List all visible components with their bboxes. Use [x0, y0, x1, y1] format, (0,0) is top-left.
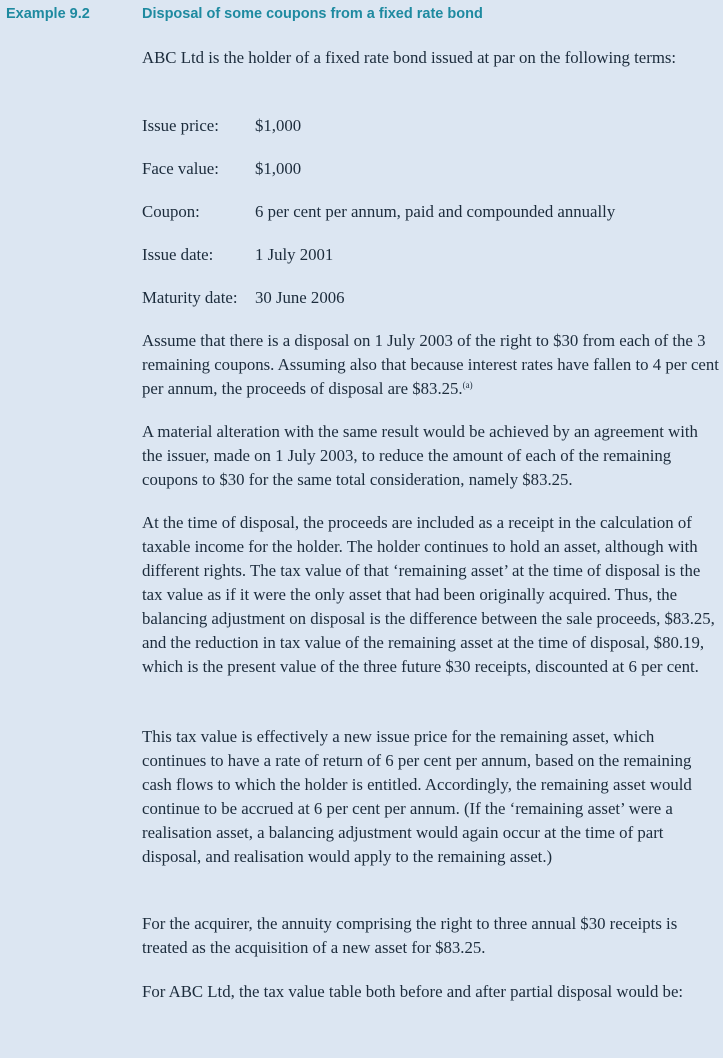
- abc-ltd-paragraph: For ABC Ltd, the tax value table both before and after partial disposal would be:: [142, 982, 684, 1001]
- term-label: Face value:: [142, 159, 219, 178]
- disposal-assumption-paragraph: [142, 329, 722, 401]
- term-value: 1 July 2001: [255, 245, 334, 264]
- term-value: 30 June 2006: [255, 288, 345, 307]
- term-label: Coupon:: [142, 202, 200, 221]
- term-issue-date: [142, 243, 333, 267]
- time-of-disposal-paragraph: At the time of disposal, the proceeds are included as a receipt in the calculation of taxable income for the holder. The holder continues to hold an asset, although with different rights. The tax value of that ‘remaining asset’ at the time of disposal is the tax value as if it were the only asset that had been originally acquired. Thus, the balancing adjustment on disposal is the difference between the sale proceeds, $83.25, and the reduction in tax value of the remaining asset at the time of disposal, $80.19, which is the present value of the three future $30 receipts, discounted at 6 per cent.: [142, 513, 715, 676]
- term-label: Issue date:: [142, 245, 214, 264]
- term-value: $1,000: [255, 159, 302, 178]
- acquirer-paragraph: For the acquirer, the annuity comprising the right to three annual $30 receipts is treated as the acquisition of a new asset for $83.25.: [142, 914, 678, 957]
- term-label: Issue price:: [142, 116, 219, 135]
- footnote-marker: (a): [462, 380, 473, 390]
- term-issue-price: [142, 114, 301, 138]
- paragraph-text: Assume that there is a disposal on 1 July 2003 of the right to $30 from each of the 3 remaining coupons. Assuming also that because interest rates have fallen to 4 per cent per annum, the proceeds of disposal are $83.25.: [142, 331, 719, 398]
- term-coupon: [142, 200, 615, 224]
- term-value: 6 per cent per annum, paid and compounded annually: [255, 202, 616, 221]
- example-title: Disposal of some coupons from a fixed rate bond: [142, 6, 483, 22]
- tax-value-paragraph: This tax value is effectively a new issue price for the remaining asset, which continues to have a rate of return of 6 per cent per annum, based on the remaining cash flows to which the holder is entitled. Accordingly, the remaining asset would continue to be accrued at 6 per cent per annum. (If the ‘remaining asset’ were a realisation asset, a balancing adjustment would again occur at the time of part disposal, and realisation would apply to the remaining asset.): [142, 727, 692, 866]
- term-maturity-date: [142, 286, 345, 310]
- term-face-value: [142, 157, 301, 181]
- example-number: Example 9.2: [6, 6, 90, 22]
- material-alteration-paragraph: A material alteration with the same result would be achieved by an agreement with the issuer, made on 1 July 2003, to reduce the amount of each of the remaining coupons to $30 for the same total consideration, namely $83.25.: [142, 422, 698, 489]
- term-value: $1,000: [255, 116, 302, 135]
- intro-paragraph: ABC Ltd is the holder of a fixed rate bond issued at par on the following terms:: [142, 48, 677, 67]
- term-label: Maturity date:: [142, 288, 238, 307]
